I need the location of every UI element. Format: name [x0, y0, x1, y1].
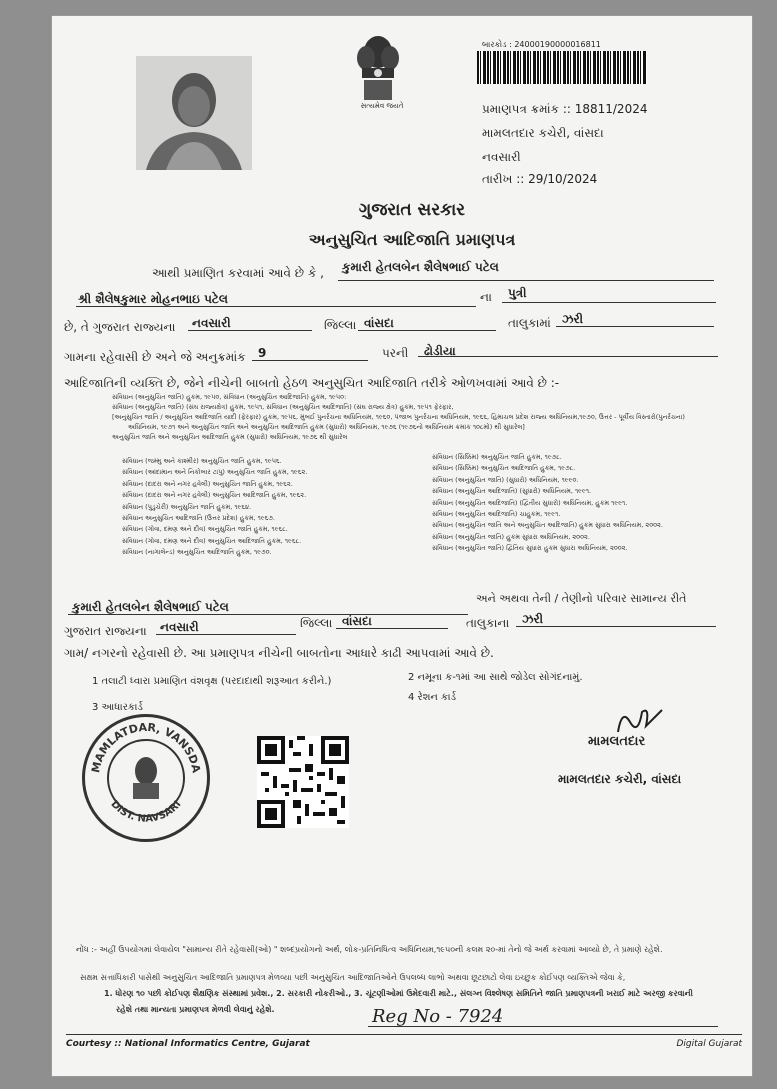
- note-1: નોંધ :- અહીં ઉપયોગમાં લેવાયેલ "સામાન્ય રીતે રહેવાસી(ઓ) " શબ્દપ્રયોગનો અર્થ, લોક-પ્રતિનિધિત્વ અધિનિયમ,૧૯૫૦ની કલમ ૨૦-માં તેનો જે અર્થ કરવામાં આવ્યો છે, તે પ્રમાણે રહેશે.: [76, 945, 663, 954]
- legal-line: સંવિધાન (અનુસુચિત જાતિ) દ્વિતિય સુધારા હુકમ સુધારા અધિનિયમ, ૨૦૦૨.: [432, 544, 628, 552]
- document-item: 2 નમૂના ક-૧માં આ સાથે જોડેલ સોગંદનામું.: [408, 672, 583, 683]
- handwritten-reg-no: Reg No - 7924: [372, 1006, 504, 1027]
- issuing-office: મામલતદાર કચેરી, વાંસદા: [482, 126, 604, 140]
- note-4: રહેશે તથા માન્યતા પ્રમાણપત્ર મેળવી લેવાનું રહેશે.: [116, 1005, 275, 1014]
- document-item: 4 રેશન કાર્ડ: [408, 692, 457, 703]
- residence-taluka: વાંસદા: [342, 614, 372, 628]
- footer-brand: Digital Gujarat: [676, 1039, 742, 1049]
- legal-line: અધિનિયમ, ૧૯૭૧ અને અનુસુચિત જાતિ અને અનુસુચિત આદિજાતિ હુકમ (સુધારો) અધિનિયમ, ૧૯૭૬ (૧૯૭૬નો અધિનિયમ ક્રમાંક ૧૦૮મો) થી સુધારેલ]: [128, 423, 525, 432]
- document-item: 1 તલાટી ધ્વારા પ્રમાણિત વંશવૃક્ષ (પરદાદાથી શરૂઆત કરીને.): [92, 676, 332, 687]
- district-value: નવસારી: [192, 316, 231, 330]
- mamlatdar-seal: [82, 714, 210, 842]
- legal-line: સંવિધાન (દાદરા અને નગર હવેલી) અનુસુચિત આદિજાતિ હુકમ, ૧૯૬૨.: [122, 491, 307, 500]
- parni-label: પરની: [382, 346, 409, 360]
- legal-line: સંવિધાન (અનુસુચિત જાતિ અને અનુસુચિત આદિજાતિ) હુકમ સુધારા અધિનિયમ, ૨૦૦૨.: [432, 521, 663, 530]
- qr-code: [257, 736, 349, 828]
- issue-date: તારીખ :: 29/10/2024: [482, 172, 598, 186]
- legal-line: સંવિધાન (અનુસુચિત આદિજાતિ) ચાહુકમ, ૧૯૯૧.: [432, 509, 561, 518]
- serial-number: 9: [258, 346, 267, 360]
- legal-line: સંવિધાન (અનુસુચિત આદિજાતિ) (દ્વિતીય સુધારો) અધિનિયમ, હુકમ ૧૯૯૧.: [432, 498, 628, 507]
- tribe-sentence: આદિજાતિની વ્યક્તિ છે, જેને નીચેની બાબતો હેઠળ અનુસુચિત આદિજાતિ તરીકે ઓળખવામાં આવે છે :-: [64, 376, 560, 390]
- government-title: ગુજરાત સરકાર: [358, 200, 466, 220]
- certificate-title: અનુસુચિત આદિજાતિ પ્રમાણપત્ર: [308, 230, 516, 249]
- residence-district-label: જિલ્લા: [300, 616, 333, 630]
- legal-line: સંવિધાન (જમ્મુ અને કાશ્મીર) અનુસુચિત જાતિ હુકમ, ૧૯૫૬.: [122, 457, 282, 465]
- note-2: સક્ષમ સત્તાધિકારી પાસેથી અનુસુચિત આદિજાતિ પ્રમાણપત્ર મેળવ્યા પછી અનુસુચિત આદિજાતિઓને ઉપલબ્ધ લાભો અથવા છૂટછાટો લેવા ઇચ્છુક કોઈપણ વ્યક્તિએ જેવા કે,: [80, 973, 626, 982]
- legal-line: સંવિધાન (અનુસુચિત જાતિ) (સુધારો) અધિનિયમ, ૧૯૯૦.: [432, 475, 579, 484]
- legal-line: સંવિધાન (અનુસુચિત આદિજાતિ) (સુધારો) અધિનિયમ, ૧૯૯૧.: [432, 487, 592, 496]
- relation-value: પુત્રી: [508, 286, 527, 300]
- legal-line: અનુસુચિત જાતિ અને અનુસુચિત આદિજાતિ હુકમ (સુધારો) અધિનિયમ, ૧૯૭૬ થી સુધારેલ: [112, 433, 348, 442]
- residence-village: ઝરી: [522, 612, 544, 626]
- legal-line: સંવિધાન (પુડુચેરી) અનુસુચિત જાતિ હુકમ, ૧૯૬૪.: [122, 502, 252, 511]
- issuing-district: નવસારી: [482, 150, 521, 164]
- residence-tail: અને અથવા તેની / તેણીનો પરિવાર સામાન્ય રીતે: [476, 592, 687, 605]
- legal-line: સંવિધાન (સિક્કિમ) અનુસુચિત જાતિ હુકમ, ૧૯૭૮.: [432, 453, 562, 461]
- emblem-motto: સત્યમેવ જયતે: [360, 102, 404, 110]
- na-label: ના: [480, 290, 492, 304]
- document-item: 3 આધારકાર્ડ: [92, 702, 143, 713]
- legal-line: સંવિધાન (ગોવા, દમણ અને દીવ) અનુસુચિત આદિજાતિ હુકમ, ૧૯૬૮.: [122, 536, 302, 545]
- residence-closing: ગામ/ નગરનો રહેવાસી છે. આ પ્રમાણપત્ર નીચેની બાબતોના આધારે કાઢી આપવામાં આવે છે.: [64, 646, 494, 660]
- barcode: [477, 51, 647, 84]
- legal-line: સંવિધાન (ગોવા, દમણ અને દીવ) અનુસુચિત જાતિ હુકમ, ૧૯૬૮.: [122, 525, 288, 534]
- district-label: જિલ્લા: [324, 318, 357, 332]
- seal-emblem-icon: [107, 739, 185, 817]
- legal-line: સંવિધાન (આંદામાન અને નિકોબાર ટાપુ) અનુસુચિત જાતિ હુકમ, ૧૯૬૨.: [122, 468, 308, 477]
- intro-text: આથી પ્રમાણિત કરવામાં આવે છે કે ,: [152, 266, 324, 280]
- legal-line: સંવિધાન અનુસુચિત આદિજાતિ (ઉત્તર પ્રદેશ) હુકમ, ૧૯૬૭.: [122, 513, 275, 522]
- legal-orders-top: [112, 392, 742, 442]
- seal-bottom-text: DIST. NAVSARI: [108, 798, 184, 825]
- state-prefix: છે, તે ગુજરાત રાજ્યના: [64, 320, 176, 334]
- tribe-name: ઢોડીયા: [424, 344, 456, 358]
- residence-district: નવસારી: [160, 620, 199, 634]
- legal-line: સંવિધાન (અનુસુચિત જાતિ) હુકમ, ૧૯૫૦, સંવિધાન (અનુસુચિત આદિજાતિ) હુકમ, ૧૯૫૦:: [112, 393, 347, 401]
- legal-line: સંવિધાન (દાદરા અને નગર હવેલી) અનુસુચિત જાતિ હુકમ, ૧૯૬૨.: [122, 479, 293, 488]
- signatory-office: મામલતદાર કચેરી, વાંસદા: [558, 772, 682, 786]
- legal-line: સંવિધાન (સિક્કિમ) અનુસુચિત આદિજાતિ હુકમ, ૧૯૭૮.: [432, 464, 576, 473]
- applicant-photo: [136, 56, 252, 170]
- village-text: ગામના રહેવાસી છે અને જે અનુક્રમાંક: [64, 350, 246, 364]
- residence-taluka-label: તાલુકાના: [466, 616, 510, 630]
- legal-orders-right: [432, 452, 742, 554]
- footer: [66, 1034, 742, 1049]
- barcode-label: બારકોડ : 24000190000016811: [482, 40, 601, 49]
- signatory-title: મામલતદાર: [588, 734, 646, 749]
- note-3: 1. ધોરણ ૧૦ પછી કોઈપણ શૈક્ષણિક સંસ્થામાં પ્રવેશ., 2. સરકારી નોકરીઓ., 3. ચૂંટણીઓમાં ઉમેદવારી માટે., સંલગ્ન વિશ્લેષણ સમિતિને જાતિ પ્રમાણપત્રની ખરાઈ માટે અરજી કરવાની: [104, 989, 693, 998]
- taluka-value: વાંસદા: [364, 316, 394, 330]
- residence-name: કુમારી હેતલબેન શૈલેષભાઈ પટેલ: [72, 600, 229, 614]
- legal-line: સંવિધાન (અનુસુચિત જાતિ) હુકમ સુધારા અધિનિયમ, ૨૦૦૨.: [432, 532, 590, 541]
- footer-credit: Courtesy :: National Informatics Centre, Gujarat: [66, 1039, 310, 1049]
- residence-state: ગુજરાત રાજ્યના: [64, 624, 147, 638]
- state-emblem-icon: [350, 30, 406, 110]
- certificate-page: [52, 16, 752, 1076]
- father-name: શ્રી શૈલેષકુમાર મોહનભાઇ પટેલ: [78, 292, 228, 306]
- village-value: ઝરી: [562, 312, 584, 326]
- legal-orders-left: [122, 456, 412, 558]
- legal-line: સંવિધાન (અનુસુચિત જાતિ) (સંઘ રાજ્યક્ષેત્ર) હુકમ, ૧૯૫૧, સંવિધાન (અનુસુચિત આદિજાતિ) (સંઘ રાજ્ય ક્ષેત્ર) હુકમ, ૧૯૫૧ ફેરફાર,: [112, 403, 454, 412]
- legal-line: [અનુસુચિત જાતિ / અનુસુચિત આદિજાતિ યાદી (ફેરફાર) હુકમ, ૧૯૫૬, મુંબઈ પુનર્રચના અધિનિયમ, ૧૯૬૦, પંજાબ પુનર્રચના અધિનિયમ, ૧૯૬૬, હિમાચલ પ્રદેશ રાજ્ય અધિનિયમ,૧૯૭૦, ઉત્તર - પૂર્વીય વિસ્તારો(પુનર્રચના): [112, 413, 685, 422]
- legal-line: સંવિધાન (નાગાલેન્ડ) અનુસુચિત આદિજાતિ હુકમ, ૧૯૭૦.: [122, 548, 272, 556]
- applicant-name: કુમારી હેતલબેન શૈલેષભાઈ પટેલ: [342, 260, 499, 274]
- taluka-label: તાલુકામાં: [508, 316, 551, 330]
- certificate-number: પ્રમાણપત્ર ક્રમાંક :: 18811/2024: [482, 102, 648, 116]
- seal-top-text: MAMLATDAR, VANSDA: [89, 720, 203, 774]
